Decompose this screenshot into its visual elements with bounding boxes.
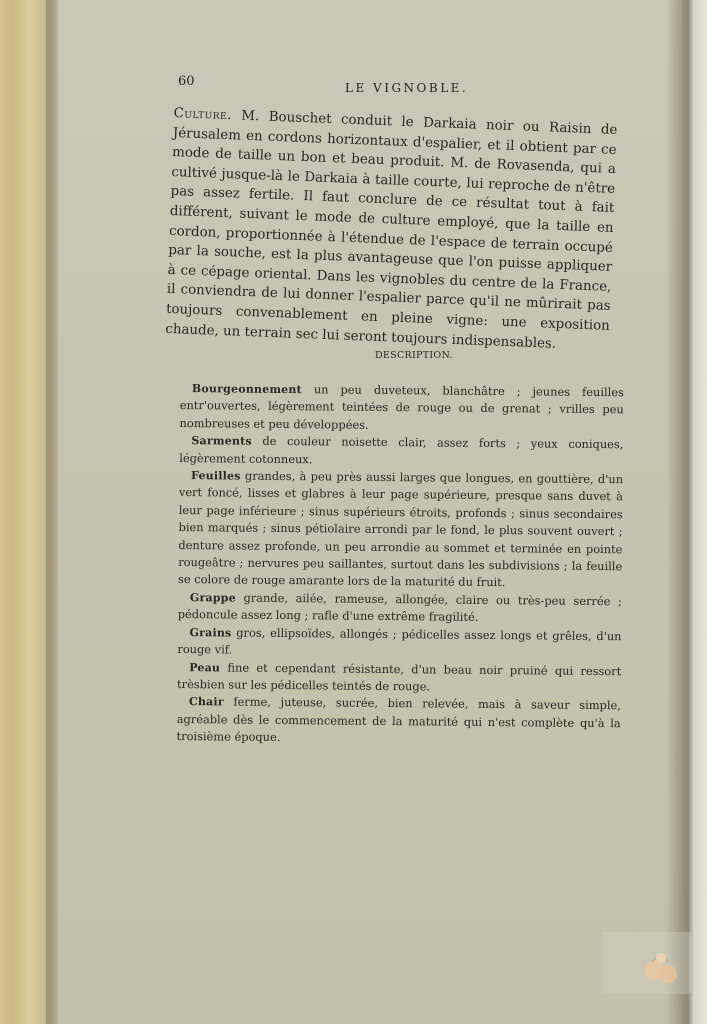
entry-term: Sarments: [191, 434, 252, 448]
entry-text: grandes, à peu près aussi larges que longues, en gouttière, d'un vert foncé, lisses et glabres à leur page supérieure, presque sans duvet à leur page inférieure ; sinus supérieurs étroits, profonds ; sinus secondaires bien marqués ; sinus pétiolaire arrondi par le fond, le plus souvent ouvert ; denture assez profonde, un peu arrondie au sommet et terminée en pointe rougeâtre ; nervures peu saillantes, surtout dans les subdivisions ; la feuille se colore de rouge amarante lors de la maturité du fruit.: [178, 468, 624, 590]
entry-term: Grappe: [189, 590, 236, 605]
corner-stamp-graphic: [602, 932, 692, 994]
entry-text: un peu duveteux, blanchâtre ; jeunes feuilles entr'ouvertes, légèrement teintées de rouge ou de grenat ; vrilles peu nombreuses et peu développées.: [179, 382, 624, 432]
entry-text: ferme, juteuse, sucrée, bien relevée, mais à saveur simple, agréable dès le commencement de la maturité qui n'est complète qu'à la troisième époque.: [176, 694, 621, 745]
entry-text: de couleur noisette clair, assez forts ; yeux coniques, légèrement cotonneux.: [179, 433, 624, 466]
culture-paragraph: [165, 104, 618, 356]
entry-peau: [177, 658, 621, 697]
entry-text: fine et cependant résistante, d'un beau noir pruiné qui ressort trèsbien sur les pédicelles teintés de rouge.: [177, 659, 622, 694]
entry-sarments: [179, 432, 623, 471]
entry-term: Peau: [189, 660, 221, 674]
running-head: LE VIGNOBLE.: [345, 81, 469, 95]
entry-term: Feuilles: [191, 469, 241, 483]
entry-feuilles: [178, 467, 623, 593]
page-number: 60: [178, 74, 195, 89]
entry-term: Bourgeonnement: [191, 382, 302, 397]
entry-chair: [176, 693, 620, 749]
culture-lead: Culture.: [173, 105, 233, 124]
entry-text: gros, ellipsoïdes, allongés ; pédicelles assez longs et grêles, d'un rouge vif.: [177, 625, 622, 657]
page-edge-shadow: [666, 0, 682, 1024]
entry-grappe: [178, 589, 622, 628]
entry-term: Grains: [189, 625, 232, 640]
description-title: DESCRIPTION.: [375, 350, 453, 361]
entry-grains: [177, 624, 621, 663]
culture-body: M. Bouschet conduit le Darkaia noir ou Raisin de Jérusalem en cordons horizontaux d'espalier, et il obtient par ce mode de taille un bon et beau produit. M. de Rovasenda, qui a cultivé jusque-là le Darkaia à taille courte, lui reproche de n'être pas assez fertile. Il faut conclure de ce résultat tout à fait différent, suivant le mode de culture employé, que la taille en cordon, proportionnée à l'étendue de l'espace de terrain occupé par la souche, est la plus avantageuse que l'on puisse appliquer à ce cépage oriental. Dans les vignobles du centre de la France, il conviendra de lui donner l'espalier parce qu'il ne mûrirait pas toujours convenablement en pleine vigne: une exposition chaude, un terrain sec lui seront toujours indispensables.: [165, 108, 618, 352]
entry-text: grande, ailée, rameuse, allongée, claire ou très-peu serrée ; pédoncule assez long ; rafle d'une extrême fragilité.: [177, 590, 622, 625]
description-section: [176, 380, 623, 750]
entry-bourgeonnement: [179, 380, 623, 436]
entry-term: Chair: [188, 695, 224, 709]
